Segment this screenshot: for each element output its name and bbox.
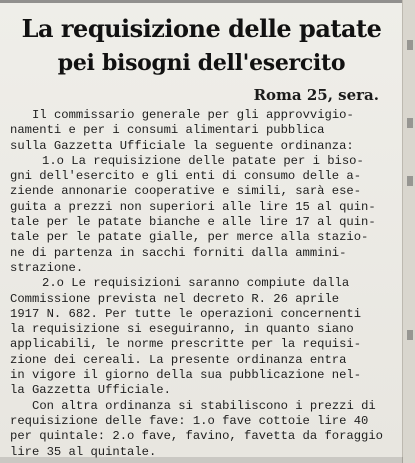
body-line: ziende annonarie cooperative e simili, sarà ese- [10,184,362,199]
edge-mark [407,40,413,50]
headline-line-1: La requisizione delle patate [21,14,382,43]
body-line: 1.o La requisizione delle patate per i biso- [42,153,364,168]
body-line: sulla Gazzetta Ufficiale la seguente ordinanza: [10,138,354,153]
body-line: la Gazzetta Ufficiale. [10,383,171,398]
body-line: tale per le patate bianche e alle lire 17 al quin- [10,215,376,230]
body-line: tale per le patate gialle, per merce alla stazio- [10,230,369,245]
body-line: in vigore il giorno della sua pubblicazione nel- [10,368,362,383]
edge-mark [407,118,413,128]
edge-mark [407,176,413,186]
body-line: gni dell'esercito e gli enti di consumo delle a- [10,169,362,184]
body-line: applicabili, le norme prescritte per la requisi- [10,337,362,352]
body-line: 2.o Le requisizioni saranno compiute dalla [42,276,350,291]
body-line: la requisizione si eseguiranno, in quanto siano [10,322,354,337]
body-line: strazione. [10,260,84,275]
top-rule [0,0,415,3]
bottom-edge [0,457,403,463]
body-line: namenti e per i consumi alimentari pubblica [10,123,325,138]
edge-mark [407,330,413,340]
body-line: Commissione prevista nel decreto R. 26 aprile [10,291,340,306]
body-line: Con altra ordinanza si stabiliscono i prezzi di [32,398,376,413]
body-line: ne di partenza in sacchi forniti dalla ammini- [10,245,347,260]
body-line: requisizione delle fave: 1.o fave cottoie lire 40 [10,413,369,428]
headline-line-2: pei bisogni dell'esercito [57,50,346,76]
article-body [10,108,402,460]
body-line: 1917 N. 682. Per tutte le operazioni concernenti [10,306,362,321]
body-line: guita a prezzi non superiori alle lire 15 al quin- [10,199,376,214]
body-line: per quintale: 2.o fave, favino, favetta da foraggio [10,429,383,444]
body-line: zione dei cereali. La presente ordinanza entra [10,352,347,367]
dateline: Roma 25, sera. [253,86,379,104]
body-line: lire 35 al quintale. [10,444,157,459]
adjacent-column-edge [402,0,415,463]
body-line: Il commissario generale per gli approvvigio- [32,108,354,122]
